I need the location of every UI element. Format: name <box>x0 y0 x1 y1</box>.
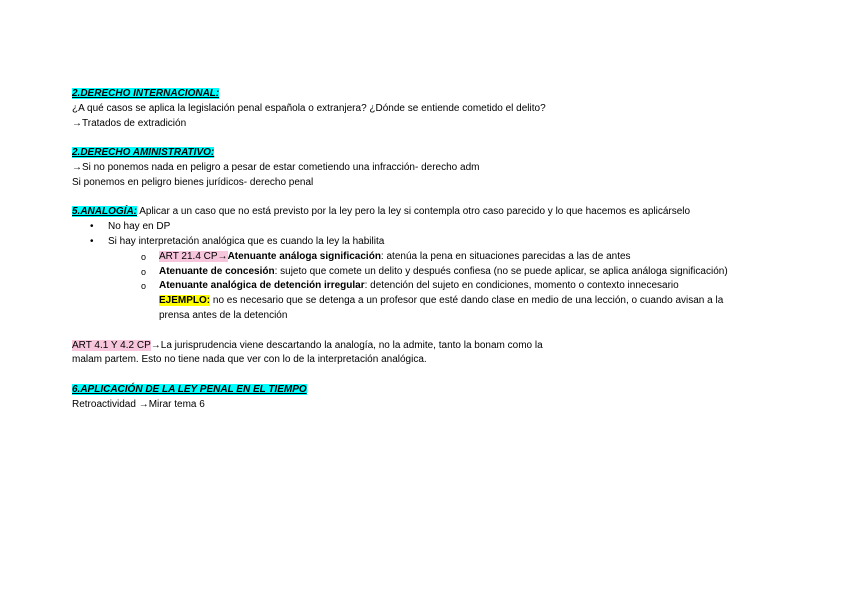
heading-derecho-internacional: 2.DERECHO INTERNACIONAL: <box>72 88 220 99</box>
heading-derecho-administrativo: 2.DERECHO AMINISTRATIVO: <box>72 147 215 159</box>
document-page <box>72 87 802 413</box>
list-item <box>72 220 802 235</box>
list-item-text: No hay en DP <box>108 221 171 233</box>
example-line-continued: prensa antes de la detención <box>159 309 288 321</box>
example-line <box>72 294 802 309</box>
example-label: EJEMPLO: <box>159 295 211 307</box>
circle-bullet-icon: o <box>141 281 147 292</box>
sub-item-bold: Atenuante analógica de detención irregular <box>159 280 365 292</box>
sub-item-bold: Atenuante análoga significación <box>227 250 381 262</box>
paragraph-line: ¿A qué casos se aplica la legislación penal española o extranjera? ¿Dónde se entiende cometido el delito? <box>72 102 546 114</box>
heading-aplicacion-ley-penal: 6.APLICACIÓN DE LA LEY PENAL EN EL TIEMPO <box>72 383 307 395</box>
sub-item-bold: Atenuante de concesión <box>159 265 275 277</box>
paragraph-line: Retroactividad →Mirar tema 6 <box>72 398 205 410</box>
sub-list-item <box>72 265 802 280</box>
article-reference: ART 21.4 CP→ <box>159 250 228 262</box>
section-administrative-heading <box>72 146 802 161</box>
bullet-icon: • <box>90 235 94 247</box>
paragraph-line: →Tratados de extradición <box>72 117 187 129</box>
sub-item-text: : detención del sujeto en condiciones, momento o contexto innecesario <box>364 280 679 292</box>
section-time-heading <box>72 383 802 398</box>
sub-item-text: : atenúa la pena en situaciones parecidas a las de antes <box>380 250 631 262</box>
analogy-text: Aplicar a un caso que no está previsto por la ley pero la ley si contempla otro caso parecido y lo que hacemos es aplicárselo <box>137 206 691 218</box>
section-analogy-paragraph <box>72 205 802 220</box>
article-reference: ART 4.1 Y 4.2 CP <box>72 339 151 351</box>
circle-bullet-icon: o <box>141 266 147 277</box>
section-international-heading <box>72 87 802 102</box>
article-text: →La jurisprudencia viene descartando la analogía, no la admite, tanto la bonam como la <box>150 339 543 351</box>
paragraph-line: →Si no ponemos nada en peligro a pesar de estar cometiendo una infracción- derecho adm <box>72 161 480 173</box>
sub-list-item <box>72 250 802 265</box>
list-item-text: Si hay interpretación analógica que es cuando la ley la habilita <box>108 235 385 247</box>
article-paragraph <box>72 339 802 354</box>
list-item <box>72 235 802 250</box>
example-text: no es necesario que se detenga a un profesor que esté dando clase en medio de una lección, o cuando avisan a la <box>210 295 724 307</box>
circle-bullet-icon: o <box>141 251 147 262</box>
paragraph-line: Si ponemos en peligro bienes jurídicos- derecho penal <box>72 176 314 188</box>
sub-item-text: : sujeto que comete un delito y después confiesa (no se puede aplicar, se aplica análoga significación) <box>274 265 728 277</box>
paragraph-line: malam partem. Esto no tiene nada que ver con lo de la interpretación analógica. <box>72 354 427 366</box>
sub-list-item <box>72 279 802 294</box>
bullet-icon: • <box>90 221 94 233</box>
heading-analogia: 5.ANALOGÍA: <box>72 206 137 218</box>
